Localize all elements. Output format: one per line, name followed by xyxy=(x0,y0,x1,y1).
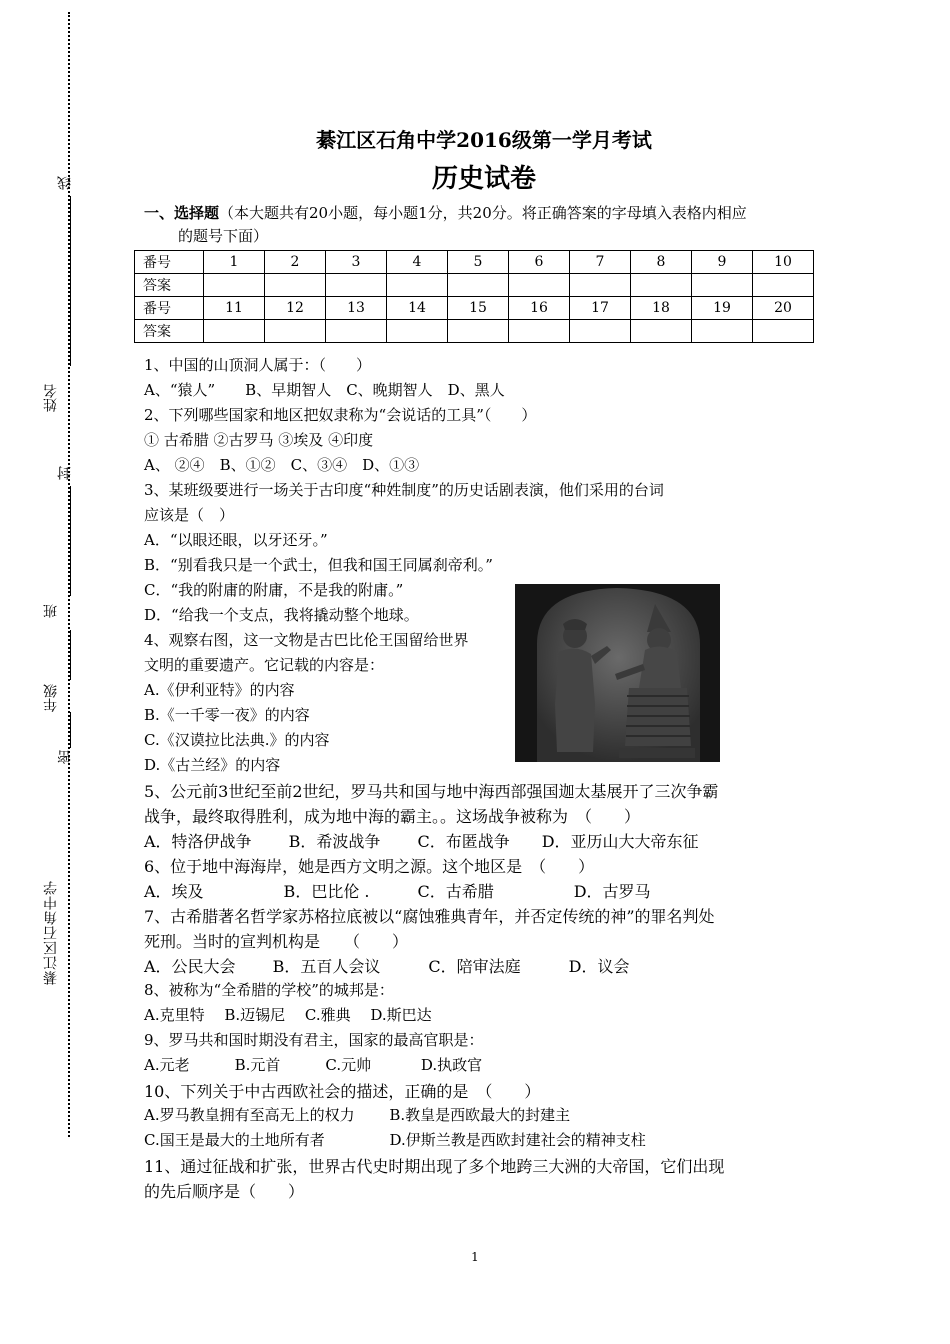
question-number: 15 xyxy=(448,297,509,320)
question-number: 20 xyxy=(753,297,814,320)
binding-label-xian: 线 xyxy=(57,176,73,190)
question-line: A.元老 B.元首 C.元帅 D.执政官 xyxy=(144,1056,483,1074)
question-line: A.《伊利亚特》的内容 xyxy=(144,681,295,699)
answer-cell[interactable] xyxy=(631,274,692,297)
question-line: 8、被称为“全希腊的学校”的城邦是： xyxy=(144,981,394,999)
question-line: 7、古希腊著名哲学家苏格拉底被以“腐蚀雅典青年，并否定传统的神”的罪名判处 xyxy=(144,907,715,926)
stele-illustration xyxy=(515,584,720,762)
answer-label: 答案 xyxy=(135,320,204,343)
question-number: 18 xyxy=(631,297,692,320)
table-row xyxy=(135,274,814,297)
question-number: 5 xyxy=(448,251,509,274)
answer-cell[interactable] xyxy=(570,320,631,343)
answer-cell[interactable] xyxy=(753,320,814,343)
question-line: 2、下列哪些国家和地区把奴隶称为“会说话的工具”（ ） xyxy=(144,406,537,424)
binding-label-name: 姓名 xyxy=(43,384,59,412)
section-heading: 一、选择题 xyxy=(144,204,220,222)
question-line: 应该是（ ） xyxy=(144,506,235,524)
binding-label-mi: 密 xyxy=(57,750,73,764)
num-label: 番号 xyxy=(135,297,204,320)
question-number: 11 xyxy=(204,297,265,320)
question-line: D．“给我一个支点，我将撬动整个地球。 xyxy=(144,606,419,624)
question-line: D.《古兰经》的内容 xyxy=(144,756,281,774)
question-number: 3 xyxy=(326,251,387,274)
answer-cell[interactable] xyxy=(509,320,570,343)
question-number: 19 xyxy=(692,297,753,320)
question-line: 4、观察右图，这一文物是古巴比伦王国留给世界 xyxy=(144,631,469,649)
question-line: C.《汉谟拉比法典.》的内容 xyxy=(144,731,330,749)
question-line: 3、某班级要进行一场关于古印度“种姓制度”的历史话剧表演，他们采用的台词 xyxy=(144,481,664,499)
binding-school-name: 綦江区石角中学 xyxy=(43,880,59,985)
answer-cell[interactable] xyxy=(387,274,448,297)
hammurabi-stele-photo xyxy=(515,584,720,762)
answer-cell[interactable] xyxy=(692,320,753,343)
answer-cell[interactable] xyxy=(692,274,753,297)
question-line: A.克里特 B.迈锡尼 C.雅典 D.斯巴达 xyxy=(144,1006,432,1024)
answer-cell[interactable] xyxy=(753,274,814,297)
question-number: 2 xyxy=(265,251,326,274)
question-line: A．特洛伊战争 B．希波战争 C．布匿战争 D．亚历山大大帝东征 xyxy=(144,832,699,851)
question-number: 6 xyxy=(509,251,570,274)
question-line: B.《一千零一夜》的内容 xyxy=(144,706,310,724)
answer-cell[interactable] xyxy=(509,274,570,297)
question-line: 10、下列关于中古西欧社会的描述，正确的是 （ ） xyxy=(144,1082,541,1101)
question-line: 11、通过征战和扩张，世界古代史时期出现了多个地跨三大洲的大帝国，它们出现 xyxy=(144,1157,725,1176)
table-row xyxy=(135,251,814,274)
question-line: ① 古希腊 ②古罗马 ③埃及 ④印度 xyxy=(144,431,374,449)
grade-underline-bottom xyxy=(70,712,71,748)
answer-cell[interactable] xyxy=(387,320,448,343)
answer-cell[interactable] xyxy=(204,274,265,297)
binding-margin xyxy=(0,0,120,1344)
question-number: 12 xyxy=(265,297,326,320)
class-underline xyxy=(70,486,71,596)
name-underline xyxy=(70,196,71,366)
question-number: 10 xyxy=(753,251,814,274)
question-line: 的先后顺序是（ ） xyxy=(144,1182,305,1201)
question-line: C．“我的附庸的附庸，不是我的附庸。” xyxy=(144,581,404,599)
question-line: A．“以眼还眼，以牙还牙。” xyxy=(144,531,328,549)
section-note-line2: 的题号下面） xyxy=(178,227,269,245)
question-line: A．公民大会 B．五百人会议 C．陪审法庭 D．议会 xyxy=(144,957,630,976)
section-instructions xyxy=(144,202,824,248)
question-number: 4 xyxy=(387,251,448,274)
answer-cell[interactable] xyxy=(204,320,265,343)
question-line: 9、罗马共和国时期没有君主，国家的最高官职是： xyxy=(144,1031,484,1049)
binding-label-ban: 班 xyxy=(43,604,59,618)
question-line: C.国王是最大的土地所有者 D.伊斯兰教是西欧封建社会的精神支柱 xyxy=(144,1131,646,1149)
question-number: 17 xyxy=(570,297,631,320)
question-line: 5、公元前3世纪至前2世纪，罗马共和国与地中海西部强国迦太基展开了三次争霸 xyxy=(144,782,719,801)
question-number: 14 xyxy=(387,297,448,320)
question-line: A.罗马教皇拥有至高无上的权力 B.教皇是西欧最大的封建主 xyxy=(144,1106,571,1124)
question-line: 1、中国的山顶洞人属于：（ ） xyxy=(144,356,372,374)
answer-cell[interactable] xyxy=(631,320,692,343)
question-number: 7 xyxy=(570,251,631,274)
answer-cell[interactable] xyxy=(570,274,631,297)
question-line: 死刑。当时的宣判机构是 （ ） xyxy=(144,932,409,951)
answer-cell[interactable] xyxy=(326,320,387,343)
question-line: B．“别看我只是一个武士，但我和国王同属刹帝利。” xyxy=(144,556,493,574)
grade-underline-top xyxy=(70,630,71,680)
num-label: 番号 xyxy=(135,251,204,274)
question-line: 文明的重要遗产。它记载的内容是： xyxy=(144,656,385,674)
section-note-line1: （本大题共有20小题，每小题1分，共20分。将正确答案的字母填入表格内相应 xyxy=(219,204,747,222)
table-row xyxy=(135,297,814,320)
question-line: A．埃及 B．巴比伦 . C．古希腊 D．古罗马 xyxy=(144,882,651,901)
question-number: 13 xyxy=(326,297,387,320)
question-number: 1 xyxy=(204,251,265,274)
question-number: 9 xyxy=(692,251,753,274)
exam-subtitle: 历史试卷 xyxy=(431,164,536,194)
answer-cell[interactable] xyxy=(326,274,387,297)
question-number: 8 xyxy=(631,251,692,274)
question-line: A、“猿人” B、早期智人 C、晚期智人 D、黑人 xyxy=(144,381,505,399)
question-line: 6、位于地中海海岸，她是西方文明之源。这个地区是 （ ） xyxy=(144,857,595,876)
question-line: A、 ②④ B、①② C、③④ D、①③ xyxy=(144,456,420,474)
binding-label-grade: 年级 xyxy=(43,684,59,712)
page-number: 1 xyxy=(471,1250,479,1264)
binding-label-feng: 封 xyxy=(57,466,73,480)
question-number: 16 xyxy=(509,297,570,320)
answer-cell[interactable] xyxy=(448,320,509,343)
answer-cell[interactable] xyxy=(265,274,326,297)
question-line: 战争，最终取得胜利，成为地中海的霸主。。这场战争被称为 （ ） xyxy=(144,807,641,826)
answer-label: 答案 xyxy=(135,274,204,297)
exam-title: 綦江区石角中学2016级第一学月考试 xyxy=(316,128,652,152)
table-row xyxy=(135,320,814,343)
answer-cell[interactable] xyxy=(265,320,326,343)
answer-cell[interactable] xyxy=(448,274,509,297)
answer-table xyxy=(134,250,814,343)
